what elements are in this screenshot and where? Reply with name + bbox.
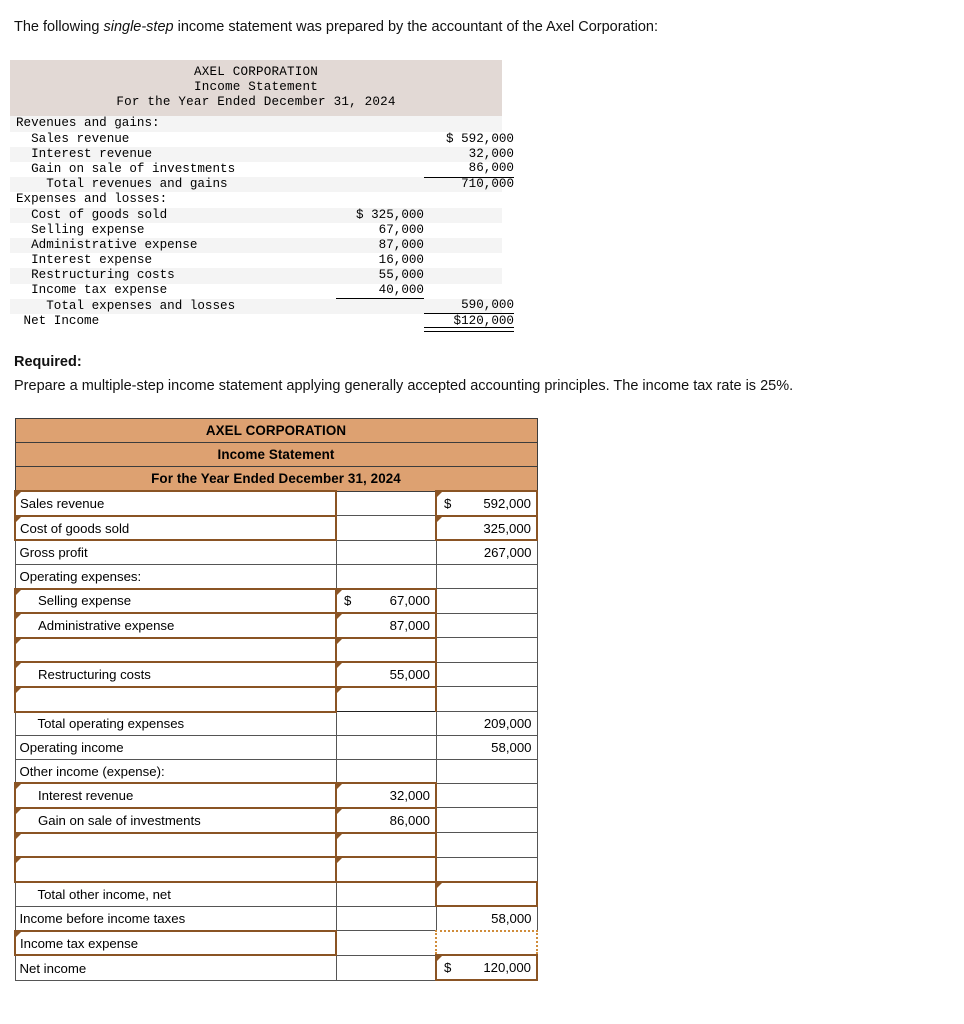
worksheet-subtotal-cell[interactable]: [336, 589, 436, 614]
worksheet-statement-title: Income Statement: [15, 443, 537, 467]
required-text: Prepare a multiple-step income statement applying generally accepted accounting principles. The income tax rate is 25%.: [14, 377, 794, 394]
intro-emphasis: single-step: [103, 19, 174, 35]
given-row-col2: $ 592,000: [445, 131, 514, 146]
intro-sentence: [0, 0, 964, 38]
worksheet-subtotal-cell[interactable]: [336, 808, 436, 833]
worksheet-label-cell[interactable]: [15, 833, 336, 858]
worksheet-row[interactable]: [15, 759, 537, 783]
given-statement-row: [10, 146, 514, 162]
worksheet-row[interactable]: [15, 736, 537, 760]
worksheet-label-cell[interactable]: [15, 857, 336, 882]
worksheet-total-value: 58,000: [491, 911, 532, 927]
given-statement-header: [10, 60, 502, 117]
given-statement-body: [10, 116, 514, 329]
worksheet-total-cell: [436, 613, 537, 638]
worksheet-subtotal-cell: [336, 931, 436, 956]
given-statement-row: [10, 177, 514, 192]
given-row-label: Sales revenue: [16, 131, 130, 146]
worksheet-total-value: 209,000: [483, 716, 532, 732]
worksheet-subtotal-cell: [336, 712, 436, 736]
worksheet-subtotal-cell[interactable]: [336, 857, 436, 882]
given-row-col2: 86,000: [424, 161, 514, 177]
worksheet-subtotal-cell[interactable]: [336, 638, 436, 663]
worksheet-total-cell[interactable]: [436, 491, 537, 516]
worksheet-label-cell[interactable]: Interest revenue: [15, 783, 336, 808]
worksheet-total-cell: [436, 857, 537, 882]
worksheet-total-cell[interactable]: [436, 931, 537, 956]
given-row-label: Interest revenue: [16, 146, 153, 161]
worksheet-subtotal-value: 55,000: [389, 667, 430, 683]
worksheet-total-cell: [436, 662, 537, 687]
given-row-label: Net Income: [16, 313, 100, 328]
worksheet-body[interactable]: [15, 491, 537, 980]
given-statement-row: [10, 268, 502, 283]
given-row-col1: $ 325,000: [355, 207, 424, 222]
worksheet-header-statement-row: [15, 443, 537, 467]
worksheet-total-value: 267,000: [483, 545, 532, 561]
worksheet-row[interactable]: [15, 906, 537, 931]
worksheet-total-value: 325,000: [483, 520, 531, 536]
worksheet-row[interactable]: [15, 564, 537, 588]
given-row-label: Administrative expense: [16, 237, 198, 252]
worksheet-total-cell: [436, 833, 537, 858]
given-statement-row: [10, 238, 502, 253]
worksheet-header-company-row: [15, 419, 537, 443]
worksheet-total-value: 592,000: [483, 496, 531, 511]
worksheet-company: AXEL CORPORATION: [15, 419, 537, 443]
given-statement-row: [10, 208, 502, 223]
worksheet-total-cell: [436, 540, 537, 564]
given-row-label: Income tax expense: [16, 283, 168, 298]
given-statement-row: [10, 284, 502, 299]
worksheet-subtotal-value: 87,000: [389, 617, 430, 633]
worksheet-row[interactable]: [15, 589, 537, 614]
worksheet-row[interactable]: [15, 540, 537, 564]
given-row-label: Expenses and losses:: [16, 192, 168, 207]
given-row-col1: 16,000: [378, 253, 424, 268]
worksheet-subtotal-cell: [336, 736, 436, 760]
given-row-col2: 710,000: [461, 177, 514, 192]
required-section: [0, 353, 964, 396]
given-row-label: Total expenses and losses: [16, 298, 236, 313]
worksheet-label-cell[interactable]: [15, 687, 336, 712]
worksheet-label-cell[interactable]: Selling expense: [15, 589, 336, 614]
worksheet-label-cell: Income before income taxes: [15, 906, 336, 931]
given-row-col2: 590,000: [424, 298, 514, 314]
worksheet-row[interactable]: [15, 857, 537, 882]
worksheet-subtotal-cell[interactable]: [336, 687, 436, 712]
worksheet-label-cell: Net income: [15, 955, 336, 980]
worksheet-label-cell[interactable]: Administrative expense: [15, 613, 336, 638]
worksheet-total-cell[interactable]: [436, 882, 537, 907]
worksheet-subtotal-cell: [336, 759, 436, 783]
worksheet-header-period-row: [15, 467, 537, 492]
intro-prefix: The following: [14, 19, 104, 35]
worksheet-total-value: 58,000: [491, 739, 532, 755]
worksheet-label-cell: Total operating expenses: [15, 712, 336, 736]
given-statement-period: For the Year Ended December 31, 2024: [116, 95, 396, 110]
given-statement-row: [10, 298, 514, 314]
worksheet-row[interactable]: [15, 882, 537, 907]
worksheet-total-cell: [436, 906, 537, 931]
given-statement-row: [10, 223, 502, 238]
worksheet-total-cell: [436, 638, 537, 663]
worksheet-subtotal-value: 32,000: [389, 788, 430, 804]
required-label: Required:: [14, 354, 82, 371]
given-row-label: Total revenues and gains: [16, 177, 228, 192]
given-statement-company: AXEL CORPORATION: [193, 64, 319, 79]
worksheet-label-cell[interactable]: Restructuring costs: [15, 662, 336, 687]
worksheet-total-cell[interactable]: [436, 955, 537, 980]
given-row-col2: 32,000: [468, 146, 514, 161]
worksheet-row[interactable]: [15, 931, 537, 956]
worksheet-subtotal-cell: [336, 955, 436, 980]
worksheet-row[interactable]: [15, 687, 537, 712]
dollar-sign: $: [444, 960, 452, 976]
worksheet-subtotal-cell: [336, 516, 436, 541]
worksheet-subtotal-cell[interactable]: [336, 833, 436, 858]
worksheet-label-cell[interactable]: Income tax expense: [15, 931, 336, 956]
worksheet-label-cell: Gross profit: [15, 540, 336, 564]
given-statement-row: [10, 313, 514, 329]
worksheet-subtotal-cell: [336, 906, 436, 931]
worksheet-subtotal-cell: [336, 491, 436, 516]
worksheet-subtotal-cell[interactable]: [336, 783, 436, 808]
worksheet-total-cell: [436, 712, 537, 736]
worksheet-total-cell: [436, 589, 537, 614]
dollar-sign: $: [344, 593, 352, 609]
given-row-label: Selling expense: [16, 222, 145, 237]
worksheet-total-cell: [436, 808, 537, 833]
given-statement-row: [10, 192, 502, 207]
dollar-sign: $: [444, 496, 452, 511]
given-row-col1: 55,000: [378, 268, 424, 283]
worksheet-label-cell[interactable]: [15, 638, 336, 663]
worksheet-total-cell: [436, 759, 537, 783]
worksheet-row[interactable]: [15, 808, 537, 833]
given-row-label: Revenues and gains:: [16, 116, 160, 131]
worksheet-subtotal-value: 86,000: [389, 812, 430, 828]
given-row-col1: 40,000: [336, 283, 424, 299]
worksheet-subtotal-cell[interactable]: [336, 662, 436, 687]
given-statement-row: [10, 131, 514, 147]
worksheet-row[interactable]: [15, 833, 537, 858]
worksheet-label-cell: Operating income: [15, 736, 336, 760]
given-row-label: Restructuring costs: [16, 268, 175, 283]
worksheet-row[interactable]: [15, 955, 537, 980]
given-row-col1: 87,000: [378, 237, 424, 252]
worksheet-label-cell: Total other income, net: [15, 882, 336, 907]
worksheet-total-cell: [436, 736, 537, 760]
worksheet-row[interactable]: [15, 516, 537, 541]
worksheet-period: For the Year Ended December 31, 2024: [15, 467, 537, 492]
worksheet-row[interactable]: [15, 783, 537, 808]
given-row-label: Cost of goods sold: [16, 207, 168, 222]
worksheet-row[interactable]: [15, 712, 537, 736]
worksheet-row[interactable]: [15, 613, 537, 638]
given-row-col1: 67,000: [378, 222, 424, 237]
worksheet-total-cell: [436, 564, 537, 588]
intro-suffix: income statement was prepared by the accountant of the Axel Corporation:: [173, 19, 659, 35]
worksheet-row[interactable]: [15, 662, 537, 687]
multiple-step-worksheet[interactable]: [14, 418, 538, 981]
worksheet-subtotal-cell[interactable]: [336, 613, 436, 638]
worksheet-row[interactable]: [15, 491, 537, 516]
worksheet-total-value: 120,000: [483, 960, 531, 976]
worksheet-total-cell[interactable]: [436, 516, 537, 541]
worksheet-subtotal-cell: [336, 882, 436, 907]
worksheet-total-cell: [436, 687, 537, 712]
worksheet-subtotal-value: 67,000: [389, 593, 430, 609]
worksheet-label-cell: Other income (expense):: [15, 759, 336, 783]
given-row-label: Gain on sale of investments: [16, 161, 236, 176]
given-row-label: Interest expense: [16, 253, 153, 268]
given-income-statement: [10, 60, 514, 330]
given-statement-row: [10, 253, 502, 268]
worksheet-label-cell[interactable]: Cost of goods sold: [15, 516, 336, 541]
worksheet-label-cell[interactable]: Sales revenue: [15, 491, 336, 516]
given-row-col2: $120,000: [424, 314, 514, 329]
given-statement-row: [10, 116, 502, 131]
worksheet-total-cell: [436, 783, 537, 808]
worksheet-row[interactable]: [15, 638, 537, 663]
worksheet-subtotal-cell: [336, 540, 436, 564]
given-statement-title: Income Statement: [193, 79, 319, 94]
given-statement-row: [10, 161, 514, 177]
worksheet-label-cell[interactable]: Gain on sale of investments: [15, 808, 336, 833]
worksheet-subtotal-cell: [336, 564, 436, 588]
worksheet-label-cell: Operating expenses:: [15, 564, 336, 588]
